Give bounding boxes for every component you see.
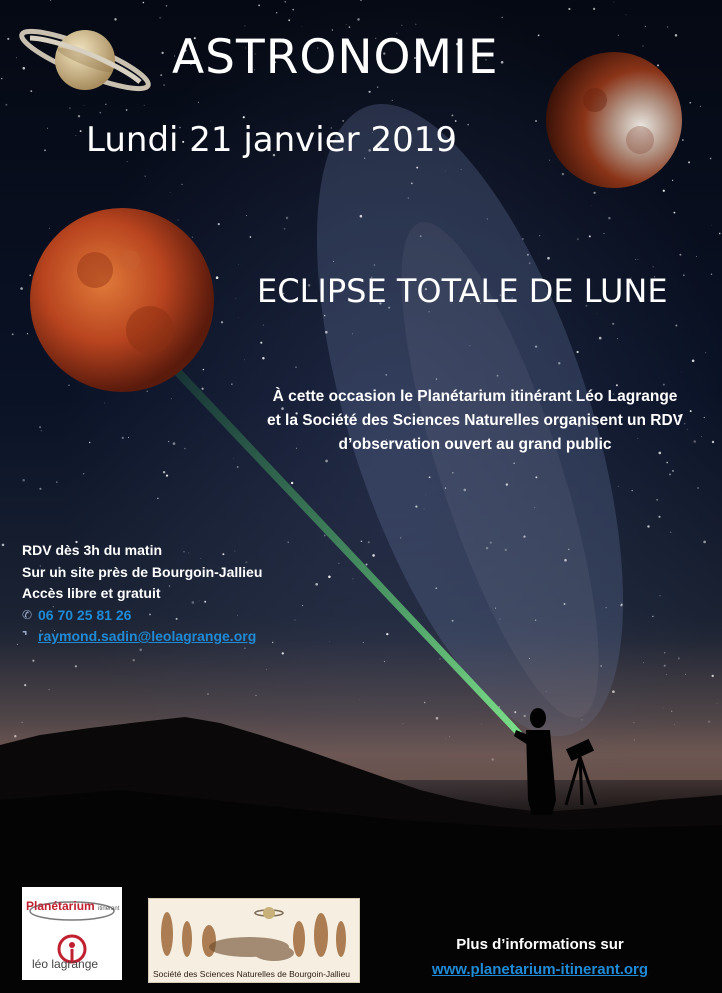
event-date: Lundi 21 janvier 2019 [86, 120, 457, 160]
star [325, 331, 328, 334]
star [594, 192, 596, 194]
star [659, 595, 660, 596]
star [408, 197, 409, 198]
star [608, 217, 611, 220]
star [637, 259, 638, 260]
star [486, 547, 488, 549]
star [338, 563, 339, 564]
star [696, 256, 697, 257]
star [711, 273, 712, 274]
star [192, 237, 193, 238]
star [89, 442, 90, 443]
star [122, 437, 124, 439]
star [647, 525, 649, 527]
star [260, 342, 262, 344]
star [463, 489, 466, 492]
star [360, 215, 363, 218]
star [558, 362, 560, 364]
star [237, 466, 239, 468]
description-line: d’observation ouvert au grand public [338, 436, 612, 453]
star [349, 26, 350, 27]
star [669, 473, 671, 475]
star [32, 276, 33, 277]
star [392, 100, 393, 101]
star [467, 124, 468, 125]
star [170, 192, 171, 193]
star [233, 458, 234, 459]
star [333, 261, 334, 262]
info-access: Accès libre et gratuit [22, 585, 161, 601]
star [284, 228, 286, 230]
star [163, 471, 165, 473]
star [80, 130, 82, 132]
blood-moon-large [30, 208, 214, 392]
star [415, 506, 417, 508]
star [324, 315, 325, 316]
star [243, 116, 245, 118]
star [236, 298, 237, 299]
star [173, 442, 176, 445]
star [144, 105, 145, 106]
star [163, 84, 165, 86]
star [589, 235, 591, 237]
star [276, 12, 277, 13]
star [604, 233, 605, 234]
star [667, 26, 668, 27]
star [368, 541, 370, 543]
star [238, 317, 239, 318]
star [166, 5, 167, 6]
star [374, 264, 376, 266]
star [689, 102, 691, 104]
star [386, 633, 388, 635]
description-line: À cette occasion le Planétarium itinérant Léo Lagrange [272, 388, 678, 405]
star [703, 541, 706, 544]
star [697, 487, 699, 489]
star [1, 78, 2, 79]
star [262, 357, 264, 359]
star [68, 385, 69, 386]
star [499, 619, 500, 620]
star [244, 25, 245, 26]
star [452, 620, 454, 622]
star [127, 161, 128, 162]
star [377, 86, 378, 87]
star [244, 360, 245, 361]
star [157, 498, 158, 499]
star [653, 266, 654, 267]
star [216, 276, 219, 279]
star [426, 495, 427, 496]
star [487, 219, 488, 220]
star [529, 262, 531, 264]
star [534, 507, 535, 508]
star [238, 264, 239, 265]
star [631, 490, 632, 491]
star [429, 311, 430, 312]
star [160, 74, 162, 76]
star [538, 35, 540, 37]
star [513, 463, 514, 464]
star [663, 190, 665, 192]
star [2, 544, 5, 547]
description-line: et la Société des Sciences Naturelles organisent un RDV [266, 412, 684, 429]
star [445, 171, 446, 172]
star [39, 426, 41, 428]
star [645, 26, 646, 27]
star [288, 19, 290, 21]
star [527, 254, 529, 256]
email-link[interactable]: raymond.sadin@leolagrange.org [38, 628, 257, 644]
star [161, 52, 163, 54]
star [386, 374, 387, 375]
star [564, 559, 567, 562]
star [295, 367, 296, 368]
star [288, 542, 289, 543]
star [302, 605, 303, 606]
star [652, 616, 653, 617]
star [324, 534, 326, 536]
star [258, 5, 260, 7]
star [168, 441, 169, 442]
star [75, 135, 76, 136]
star [568, 549, 569, 550]
star [522, 238, 524, 240]
star [539, 235, 540, 236]
star [501, 61, 504, 64]
star [49, 228, 50, 229]
star [5, 104, 7, 106]
leo-lagrange-name: léo lagrange [32, 957, 99, 971]
star [352, 334, 353, 335]
star [564, 603, 566, 605]
star [39, 488, 41, 490]
star [12, 333, 14, 335]
star [292, 9, 294, 11]
star [606, 607, 607, 608]
star [420, 235, 422, 237]
itinerant-word: itinérant [98, 906, 120, 912]
star [294, 620, 295, 621]
star [302, 26, 303, 27]
star [642, 45, 643, 46]
star [143, 2, 145, 4]
star [700, 106, 701, 107]
star [128, 437, 129, 438]
star [710, 158, 712, 160]
star [424, 509, 425, 510]
star [263, 324, 264, 325]
star [372, 554, 375, 557]
star [104, 403, 105, 404]
star [415, 24, 417, 26]
star [452, 472, 453, 473]
star [231, 384, 232, 385]
star [401, 25, 402, 26]
star [577, 238, 579, 240]
star [44, 149, 46, 151]
star [617, 338, 618, 339]
star [291, 482, 293, 484]
star [535, 120, 537, 122]
star [635, 259, 636, 260]
star [105, 104, 106, 105]
star [535, 476, 537, 478]
star [203, 369, 204, 370]
star [184, 448, 186, 450]
star [612, 323, 614, 325]
star [23, 67, 26, 70]
star [593, 8, 595, 10]
fossils-illustration [149, 899, 359, 969]
star [286, 217, 288, 219]
star [250, 236, 252, 238]
star [357, 18, 360, 21]
phone-icon: ✆ [22, 607, 33, 622]
star [178, 220, 179, 221]
star [411, 183, 413, 185]
star [284, 1, 286, 3]
star [218, 223, 220, 225]
star [171, 398, 172, 399]
star [692, 360, 695, 363]
star [688, 161, 690, 163]
star [675, 34, 677, 36]
star [166, 474, 168, 476]
star [562, 173, 564, 175]
star [502, 17, 503, 18]
star [591, 205, 592, 206]
poster-title: ASTRONOMIE [172, 30, 499, 85]
saturn-illustration [17, 22, 154, 99]
star [29, 274, 31, 276]
star [69, 107, 71, 109]
star [719, 233, 721, 235]
star [672, 180, 673, 181]
star [621, 604, 623, 606]
star [27, 333, 28, 334]
star [429, 476, 431, 478]
star [416, 167, 418, 169]
practical-info [22, 540, 262, 648]
star [490, 541, 492, 543]
star [366, 564, 368, 566]
star [568, 8, 570, 10]
star [505, 549, 507, 551]
star [658, 516, 660, 518]
star [711, 225, 712, 226]
star [682, 372, 683, 373]
star [78, 115, 80, 117]
star [147, 391, 148, 392]
star [657, 64, 659, 66]
star [535, 619, 536, 620]
star [547, 257, 550, 260]
societe-sciences-naturelles-logo [148, 898, 360, 983]
star [436, 587, 438, 589]
star [626, 15, 627, 16]
info-location: Sur un site près de Bourgoin-Jallieu [22, 563, 263, 580]
star [535, 345, 537, 347]
star [614, 2, 615, 3]
star [672, 470, 674, 472]
star [451, 114, 453, 116]
star [618, 35, 619, 36]
star [675, 325, 677, 327]
event-description [240, 385, 710, 457]
more-info [410, 932, 670, 982]
star [523, 535, 525, 537]
star [497, 375, 499, 377]
star [506, 483, 508, 485]
star [670, 531, 672, 533]
star [599, 337, 602, 340]
star [246, 215, 247, 216]
star [7, 38, 9, 40]
star [495, 608, 496, 609]
star [461, 169, 462, 170]
star [368, 91, 370, 93]
star [469, 345, 470, 346]
partial-eclipse-moon [546, 52, 682, 188]
star [181, 184, 182, 185]
star [436, 378, 437, 379]
website-link[interactable]: www.planetarium-itinerant.org [431, 961, 649, 978]
star [315, 583, 318, 586]
star [445, 487, 446, 488]
star [577, 351, 579, 353]
star [381, 531, 382, 532]
star [549, 160, 550, 161]
star [221, 321, 223, 323]
star [666, 462, 668, 464]
star [16, 57, 17, 58]
star [683, 274, 684, 275]
star [346, 24, 347, 25]
star [145, 176, 146, 177]
star [656, 499, 657, 500]
more-info-label: Plus d’informations sur [456, 936, 624, 953]
star [712, 441, 714, 443]
info-time: RDV dès 3h du matin [22, 542, 163, 558]
star [47, 128, 48, 129]
star [50, 0, 51, 1]
star [99, 112, 101, 114]
star [202, 388, 204, 390]
star [673, 212, 675, 214]
star [539, 254, 540, 255]
planetarium-word: Planétarium [26, 899, 95, 913]
mouse-icon: ⌝ [22, 629, 28, 643]
societe-caption: Société des Sciences Naturelles de Bourgoin-Jallieu [153, 969, 351, 979]
star [84, 105, 85, 106]
star [597, 313, 598, 314]
star [352, 578, 353, 579]
star [41, 430, 42, 431]
star [705, 352, 706, 353]
star [22, 479, 25, 482]
star [328, 576, 331, 579]
info-email-row [22, 626, 262, 648]
phone-number[interactable]: 06 70 25 81 26 [38, 606, 132, 623]
star [30, 90, 32, 92]
star [325, 460, 328, 463]
small-saturn-icon [255, 907, 283, 919]
star [400, 537, 401, 538]
star [83, 473, 84, 474]
star [682, 139, 684, 141]
star [679, 254, 681, 256]
star [360, 0, 362, 1]
info-phone-row [22, 605, 262, 627]
star [114, 18, 116, 20]
star [198, 102, 199, 103]
planetarium-leo-lagrange-logo [22, 887, 122, 980]
star [126, 109, 128, 111]
star [20, 287, 23, 290]
star [618, 486, 619, 487]
star [361, 540, 363, 542]
event-subject: ECLIPSE TOTALE DE LUNE [257, 272, 668, 310]
star [159, 17, 161, 19]
star [56, 481, 57, 482]
